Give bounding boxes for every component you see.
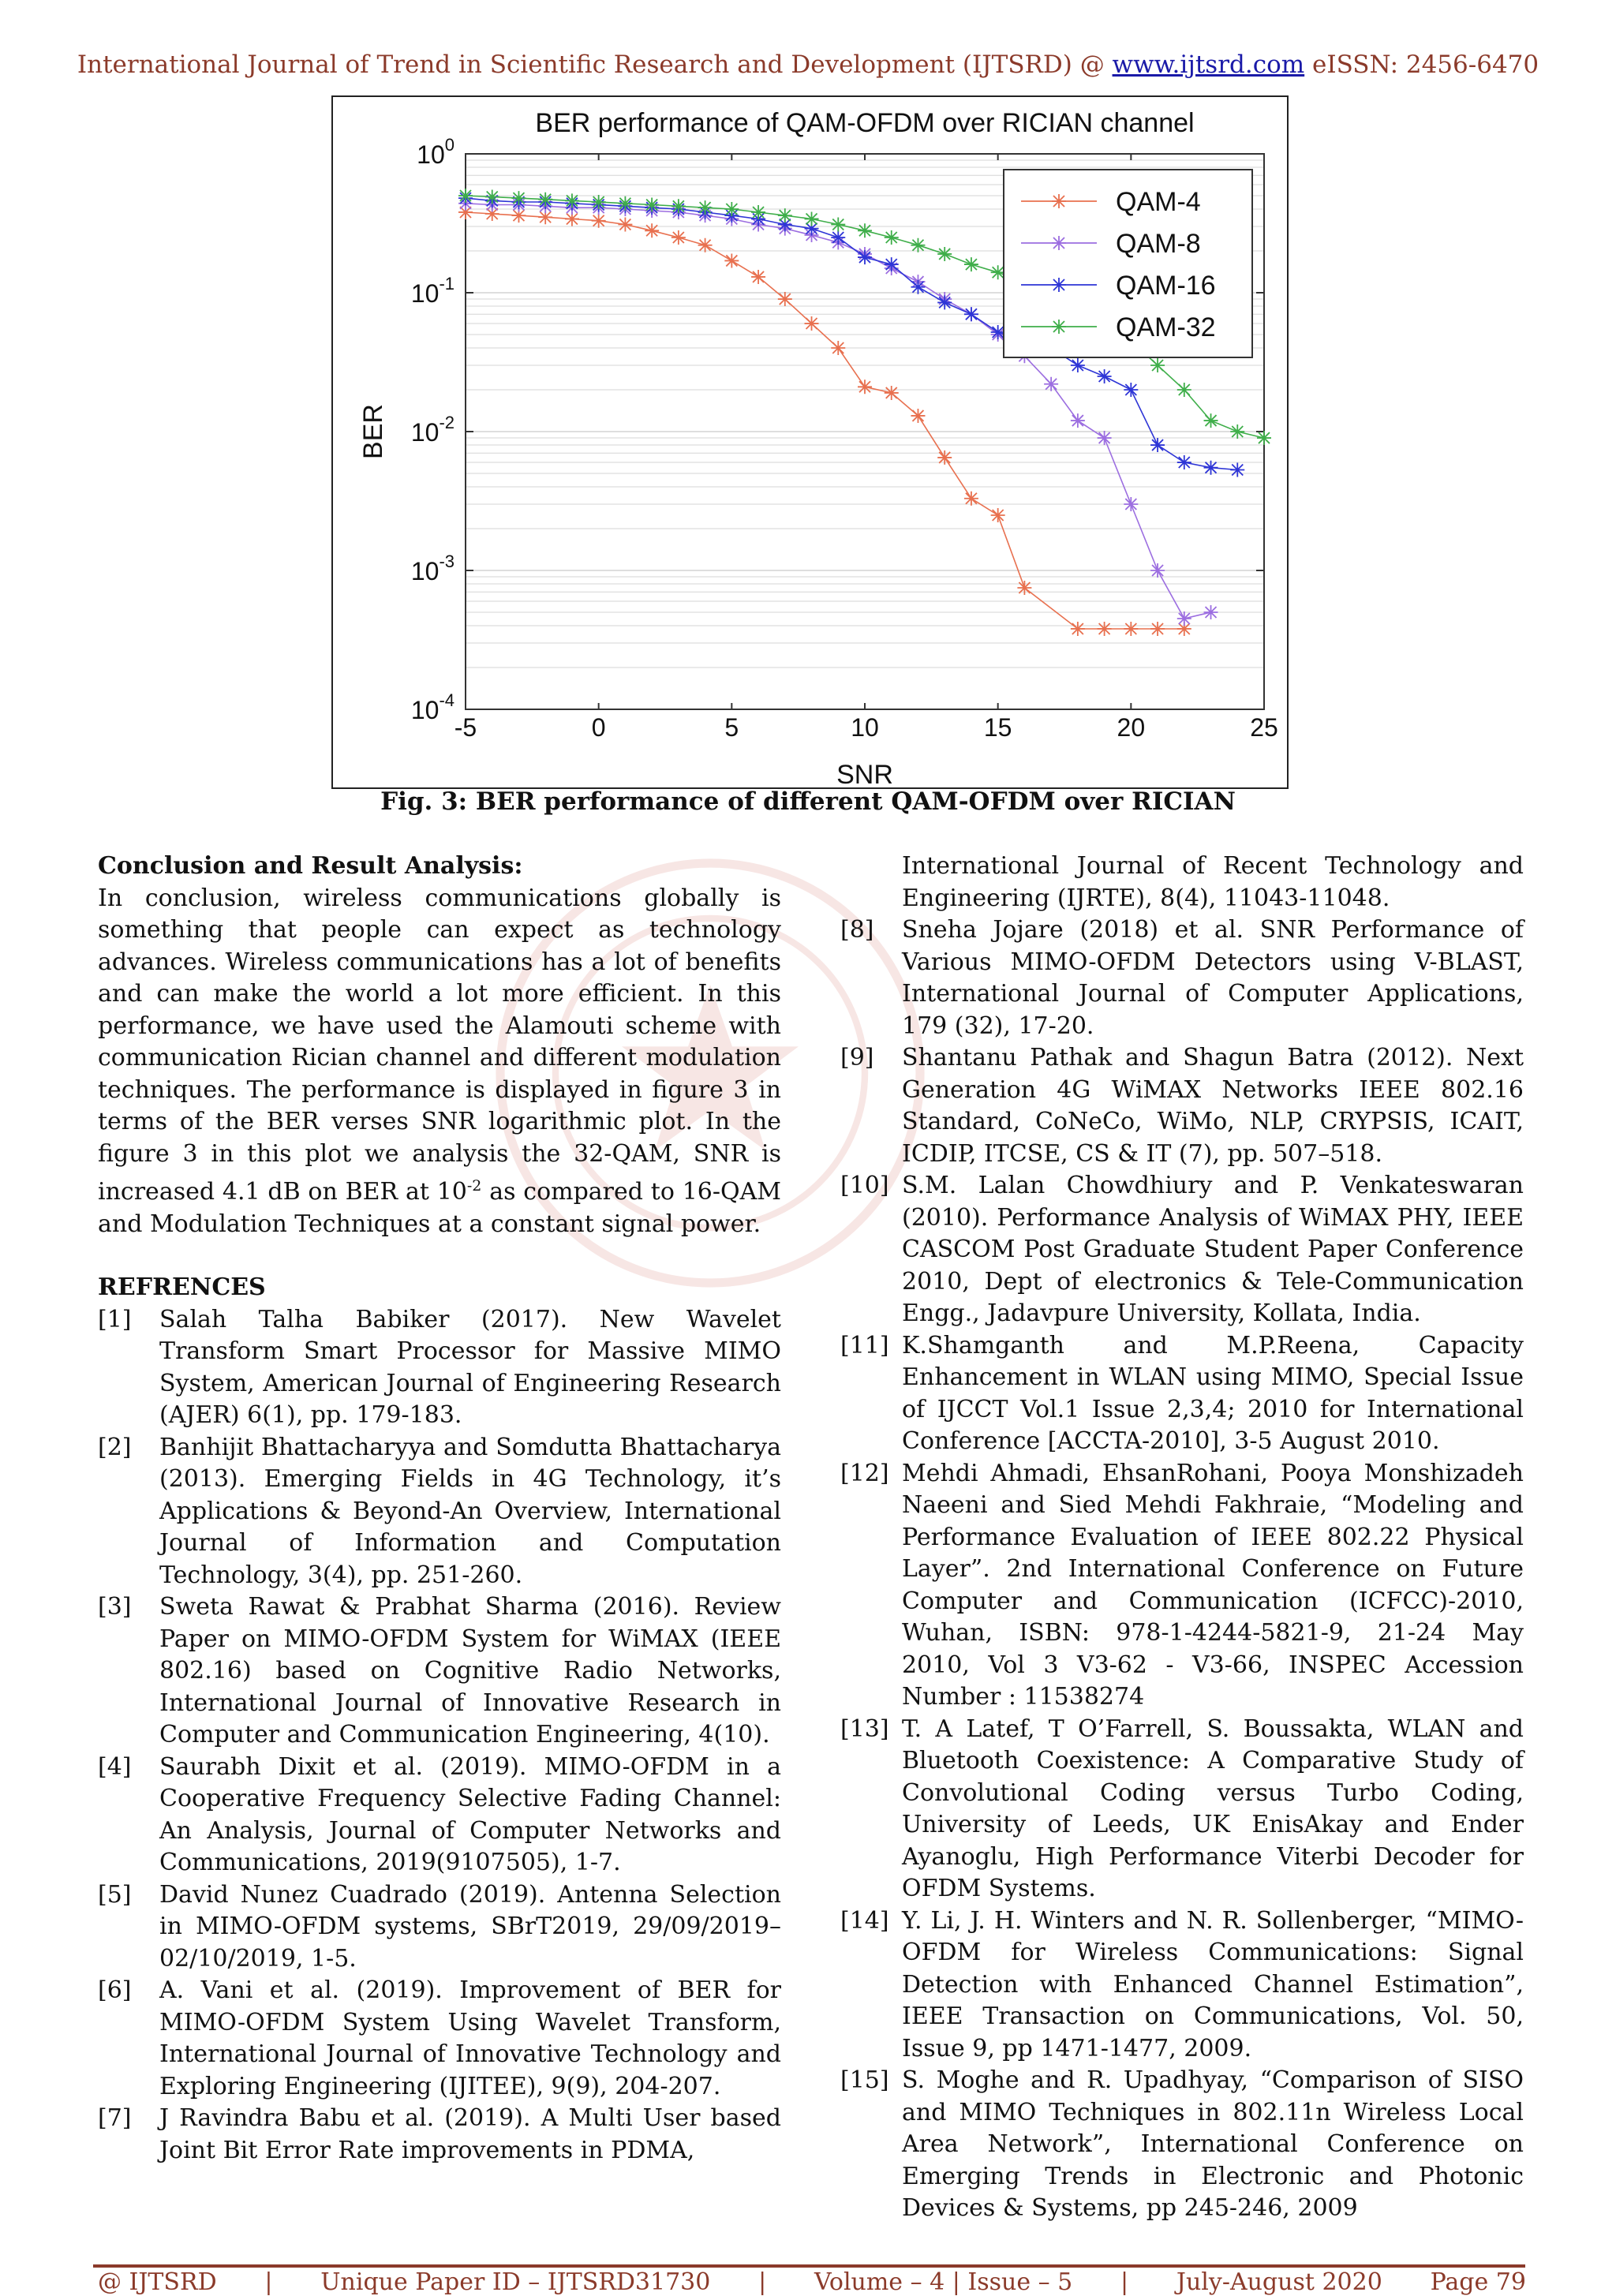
data-point-marker	[1124, 383, 1138, 397]
data-point-marker	[1150, 438, 1165, 452]
reference-number: [6]	[98, 1976, 132, 2004]
data-point-marker	[991, 325, 1005, 339]
reference-number: [1]	[98, 1305, 132, 1333]
x-axis-label: SNR	[836, 760, 893, 787]
references-list-left	[98, 1304, 781, 2167]
data-point-marker	[458, 189, 473, 203]
data-point-marker	[618, 196, 632, 211]
data-point-marker	[645, 198, 659, 212]
reference-item	[840, 1042, 1524, 1170]
reference-text: Mehdi Ahmadi, EhsanRohani, Pooya Monshizadeh Naeeni and Sied Mehdi Fakhraie, “Modeling and Performance Evaluation of IEEE 802.22 Physical Layer”. 2nd International Conference on Future Computer and Communication (ICFCC)-2010, Wuhan, ISBN: 978-1-4244-5821-9, 21-24 May 2010, Vol 3 V3-62 - V3-66, INSPEC Accession Number : 11538274	[902, 1459, 1524, 1711]
data-point-marker	[1204, 461, 1218, 475]
reference-item	[98, 2103, 781, 2167]
reference-item	[98, 1432, 781, 1592]
reference-item	[98, 1975, 781, 2103]
references-list-right	[840, 914, 1524, 2225]
data-point-marker	[724, 202, 739, 216]
y-tick-label: $10^{-3}$	[410, 552, 454, 585]
data-point-marker	[1150, 563, 1165, 578]
data-point-marker	[858, 380, 872, 394]
data-point-marker	[964, 307, 978, 321]
reference-number: [13]	[840, 1715, 889, 1743]
legend-marker	[1052, 320, 1066, 334]
data-point-marker	[831, 218, 845, 232]
reference-item	[840, 1905, 1524, 2066]
data-point-marker	[1124, 622, 1138, 636]
data-point-marker	[511, 191, 526, 205]
data-point-marker	[911, 238, 925, 252]
data-point-marker	[1204, 605, 1218, 619]
data-point-marker	[751, 205, 765, 219]
data-point-marker	[1124, 497, 1138, 511]
footer-journal: @ IJTSRD	[98, 2268, 217, 2296]
x-tick-label: 5	[724, 713, 739, 742]
reference-number: [14]	[840, 1906, 889, 1935]
data-point-marker	[1177, 611, 1191, 626]
reference-number: [9]	[840, 1044, 874, 1071]
reference-text: K.Shamganth and M.P.Reena, Capacity Enhancement in WLAN using MIMO, Special Issue of IJCCT Vol.1 Issue 2,3,4; 2010 for International Conference [ACCTA-2010], 3-5 August 2010.	[902, 1331, 1524, 1455]
reference-text: Salah Talha Babiker (2017). New Wavelet Transform Smart Processor for Massive MIMO System, American Journal of Engineering Research (AJER) 6(1), pp. 179-183.	[159, 1305, 781, 1429]
data-point-marker	[778, 208, 792, 222]
data-point-marker	[885, 257, 899, 271]
data-point-marker	[937, 247, 952, 261]
conclusion-heading: Conclusion and Result Analysis:	[98, 852, 523, 880]
footer-page: Page 79	[1430, 2268, 1526, 2296]
footer-sep: |	[264, 2268, 273, 2296]
legend-label: QAM-16	[1116, 271, 1216, 301]
data-point-marker	[831, 341, 845, 355]
reference-number: [11]	[840, 1331, 889, 1359]
ber-chart	[333, 97, 1287, 787]
legend-label: QAM-8	[1116, 229, 1201, 259]
data-point-marker	[1257, 431, 1271, 445]
reference-item	[840, 1714, 1524, 1905]
reference-number: [4]	[98, 1752, 132, 1781]
data-point-marker	[592, 214, 606, 228]
data-point-marker	[751, 270, 765, 284]
reference-text: J Ravindra Babu et al. (2019). A Multi User based Joint Bit Error Rate improvements in PDMA,	[159, 2104, 781, 2164]
y-axis-label: BER	[358, 404, 388, 459]
data-point-marker	[858, 250, 872, 264]
data-point-marker	[1071, 622, 1085, 636]
data-point-marker	[1098, 622, 1112, 636]
reference-text: David Nunez Cuadrado (2019). Antenna Selection in MIMO-OFDM systems, SBrT2019, 29/09/2019–02/10/2019, 1-5.	[159, 1880, 781, 1973]
footer-sep: |	[758, 2268, 767, 2296]
x-tick-label: 15	[983, 713, 1012, 742]
data-point-marker	[698, 200, 713, 215]
data-point-marker	[1230, 424, 1244, 439]
references-heading: REFRENCES	[98, 1273, 266, 1301]
data-point-marker	[538, 193, 552, 207]
right-column	[840, 851, 1524, 2225]
x-tick-label: 25	[1250, 713, 1278, 742]
x-tick-label: 0	[591, 713, 606, 742]
legend-label: QAM-32	[1116, 312, 1216, 342]
reference-item	[840, 1330, 1524, 1458]
reference-item	[840, 1170, 1524, 1330]
reference-number: [7]	[98, 2104, 132, 2132]
reference-text: Saurabh Dixit et al. (2019). MIMO-OFDM in a Cooperative Frequency Selective Fading Channel: An Analysis, Journal of Computer Networks and Communications, 2019(9107505), 1-7.	[159, 1752, 781, 1876]
reference-text: Y. Li, J. H. Winters and N. R. Sollenberger, “MIMO-OFDM for Wireless Communications: Signal Detection with Enhanced Channel Estimation”, IEEE Transaction on Communications, Vol. 50, Issue 9, pp 1471-1477, 2009.	[902, 1906, 1524, 2062]
journal-name: International Journal of Trend in Scientific Research and Development (IJTSRD) @	[77, 50, 1113, 79]
reference-text: Shantanu Pathak and Shagun Batra (2012). Next Generation 4G WiMAX Networks IEEE 802.16 Standard, CoNeCo, WiMo, NLP, CRYPSIS, ICAIT, ICDIP, ITCSE, CS & IT (7), pp. 507–518.	[902, 1044, 1524, 1168]
legend-marker	[1052, 236, 1066, 250]
reference-item	[98, 1304, 781, 1432]
figure-caption: Fig. 3: BER performance of different QAM-OFDM over RICIAN	[380, 787, 1236, 816]
reference-item	[840, 1458, 1524, 1714]
reference-text: Sneha Jojare (2018) et al. SNR Performance of Various MIMO-OFDM Detectors using V-BLAST, International Journal of Computer Applications, 179 (32), 17-20.	[902, 916, 1524, 1040]
data-point-marker	[964, 492, 978, 506]
footer-sep: |	[1120, 2268, 1129, 2296]
data-point-marker	[937, 295, 952, 309]
data-point-marker	[645, 223, 659, 237]
reference-item	[98, 1879, 781, 1976]
data-point-marker	[671, 199, 686, 213]
data-point-marker	[805, 316, 819, 331]
data-point-marker	[1098, 369, 1112, 383]
data-point-marker	[592, 195, 606, 209]
figure-frame	[331, 95, 1289, 789]
reference-number: [15]	[840, 2066, 889, 2094]
data-point-marker	[1071, 358, 1085, 372]
reference-number: [5]	[98, 1880, 132, 1909]
data-point-marker	[911, 280, 925, 294]
data-point-marker	[1098, 431, 1112, 445]
data-point-marker	[1017, 581, 1031, 595]
reference-text: Banhijit Bhattacharyya and Somdutta Bhattacharya (2013). Emerging Fields in 4G Technology, it’s Applications & Beyond-An Overview, International Journal of Information and Computation Technology, 3(4), pp. 251-260.	[159, 1433, 781, 1589]
data-point-marker	[1044, 377, 1058, 391]
data-point-marker	[698, 238, 713, 252]
data-point-marker	[1230, 463, 1244, 477]
footer-volume: Volume – 4 | Issue – 5	[814, 2268, 1073, 2296]
reference-number: [12]	[840, 1459, 889, 1487]
reference-number: [10]	[840, 1172, 889, 1199]
data-point-marker	[724, 253, 739, 267]
reference-number: [2]	[98, 1433, 132, 1461]
footer-paper-id: Unique Paper ID – IJTSRD31730	[320, 2268, 711, 2296]
y-tick-label: $10^0$	[417, 135, 454, 169]
data-point-marker	[1150, 358, 1165, 372]
x-tick-label: 10	[851, 713, 879, 742]
data-point-marker	[937, 451, 952, 465]
data-point-marker	[911, 409, 925, 423]
chart-title: BER performance of QAM-OFDM over RICIAN channel	[535, 108, 1195, 138]
reference-text: A. Vani et al. (2019). Improvement of BER for MIMO-OFDM System Using Wavelet Transform, International Journal of Innovative Technology and Exploring Engineering (IJITEE), 9(9), 204-207.	[159, 1976, 781, 2100]
data-point-marker	[885, 386, 899, 400]
reference-number: [8]	[840, 916, 874, 944]
page-footer	[98, 2268, 1526, 2296]
conclusion-paragraph: In conclusion, wireless communications globally is something that people can expect as technology advances. Wireless communications has a lot of benefits and can make the world a lot more efficient. In this performance, we have used the Alamouti scheme with communication Rician channel and different modulation techniques. The performance is displayed in figure 3 in terms of the BER verses SNR logarithmic plot. In the figure 3 in this plot we analysis the 32-QAM, SNR is increased 4.1 dB on BER at $10^{-2}$ as compared to 16-QAM and Modulation Techniques at a constant signal power.	[98, 884, 781, 1238]
data-point-marker	[831, 230, 845, 245]
data-point-marker	[964, 257, 978, 271]
data-point-marker	[1177, 455, 1191, 469]
data-point-marker	[778, 292, 792, 306]
left-column	[98, 851, 781, 2167]
reference-item	[98, 1752, 781, 1879]
reference-text: S. Moghe and R. Upadhyay, “Comparison of SISO and MIMO Techniques in 802.11n Wireless Local Area Network”, International Conference on Emerging Trends in Electronic and Photonic Devices & Systems, pp 245-246, 2009	[902, 2066, 1524, 2222]
data-point-marker	[991, 508, 1005, 522]
reference-text: T. A Latef, T O’Farrell, S. Boussakta, WLAN and Bluetooth Coexistence: A Comparative Study of Convolutional Coding versus Turbo Coding, University of Leeds, UK EnisAkay and Ender Ayanoglu, High Performance Viterbi Decoder for OFDM Systems.	[902, 1715, 1524, 1902]
data-point-marker	[858, 223, 872, 237]
data-point-marker	[885, 230, 899, 245]
issn-text: eISSN: 2456-6470	[1304, 50, 1539, 79]
journal-link[interactable]: www.ijtsrd.com	[1112, 50, 1305, 79]
data-point-marker	[671, 230, 686, 245]
footer-rule	[93, 2264, 1525, 2268]
x-tick-label: -5	[454, 713, 477, 742]
x-tick-label: 20	[1117, 713, 1146, 742]
legend-marker	[1052, 194, 1066, 208]
legend-label: QAM-4	[1116, 187, 1201, 217]
page-header	[0, 50, 1616, 79]
data-point-marker	[485, 190, 499, 204]
data-point-marker	[1071, 413, 1085, 428]
data-point-marker	[991, 265, 1005, 279]
reference-item	[840, 2065, 1524, 2225]
reference-item	[840, 914, 1524, 1042]
reference-item	[98, 1591, 781, 1752]
footer-date: July-August 2020	[1176, 2268, 1382, 2296]
data-point-marker	[565, 193, 579, 208]
legend-marker	[1052, 278, 1066, 292]
data-point-marker	[618, 218, 632, 232]
data-point-marker	[805, 211, 819, 226]
y-tick-label: $10^{-2}$	[410, 413, 454, 447]
reference-number: [3]	[98, 1593, 132, 1621]
y-tick-label: $10^{-4}$	[410, 690, 454, 724]
reference-7-continued: International Journal of Recent Technology and Engineering (IJRTE), 8(4), 11043-11048.	[902, 852, 1524, 912]
data-point-marker	[1150, 622, 1165, 636]
y-tick-label: $10^{-1}$	[410, 274, 454, 308]
data-point-marker	[1177, 383, 1191, 397]
reference-text: S.M. Lalan Chowdhiury and P. Venkateswaran (2010). Performance Analysis of WiMAX PHY, IEEE CASCOM Post Graduate Student Paper Conference 2010, Dept of electronics & Tele-Communication Engg., Jadavpure University, Kollata, India.	[902, 1172, 1524, 1327]
reference-text: Sweta Rawat & Prabhat Sharma (2016). Review Paper on MIMO-OFDM System for WiMAX (IEEE 802.16) based on Cognitive Radio Networks, International Journal of Innovative Research in Computer and Communication Engineering, 4(10).	[159, 1593, 781, 1748]
data-point-marker	[1204, 413, 1218, 428]
